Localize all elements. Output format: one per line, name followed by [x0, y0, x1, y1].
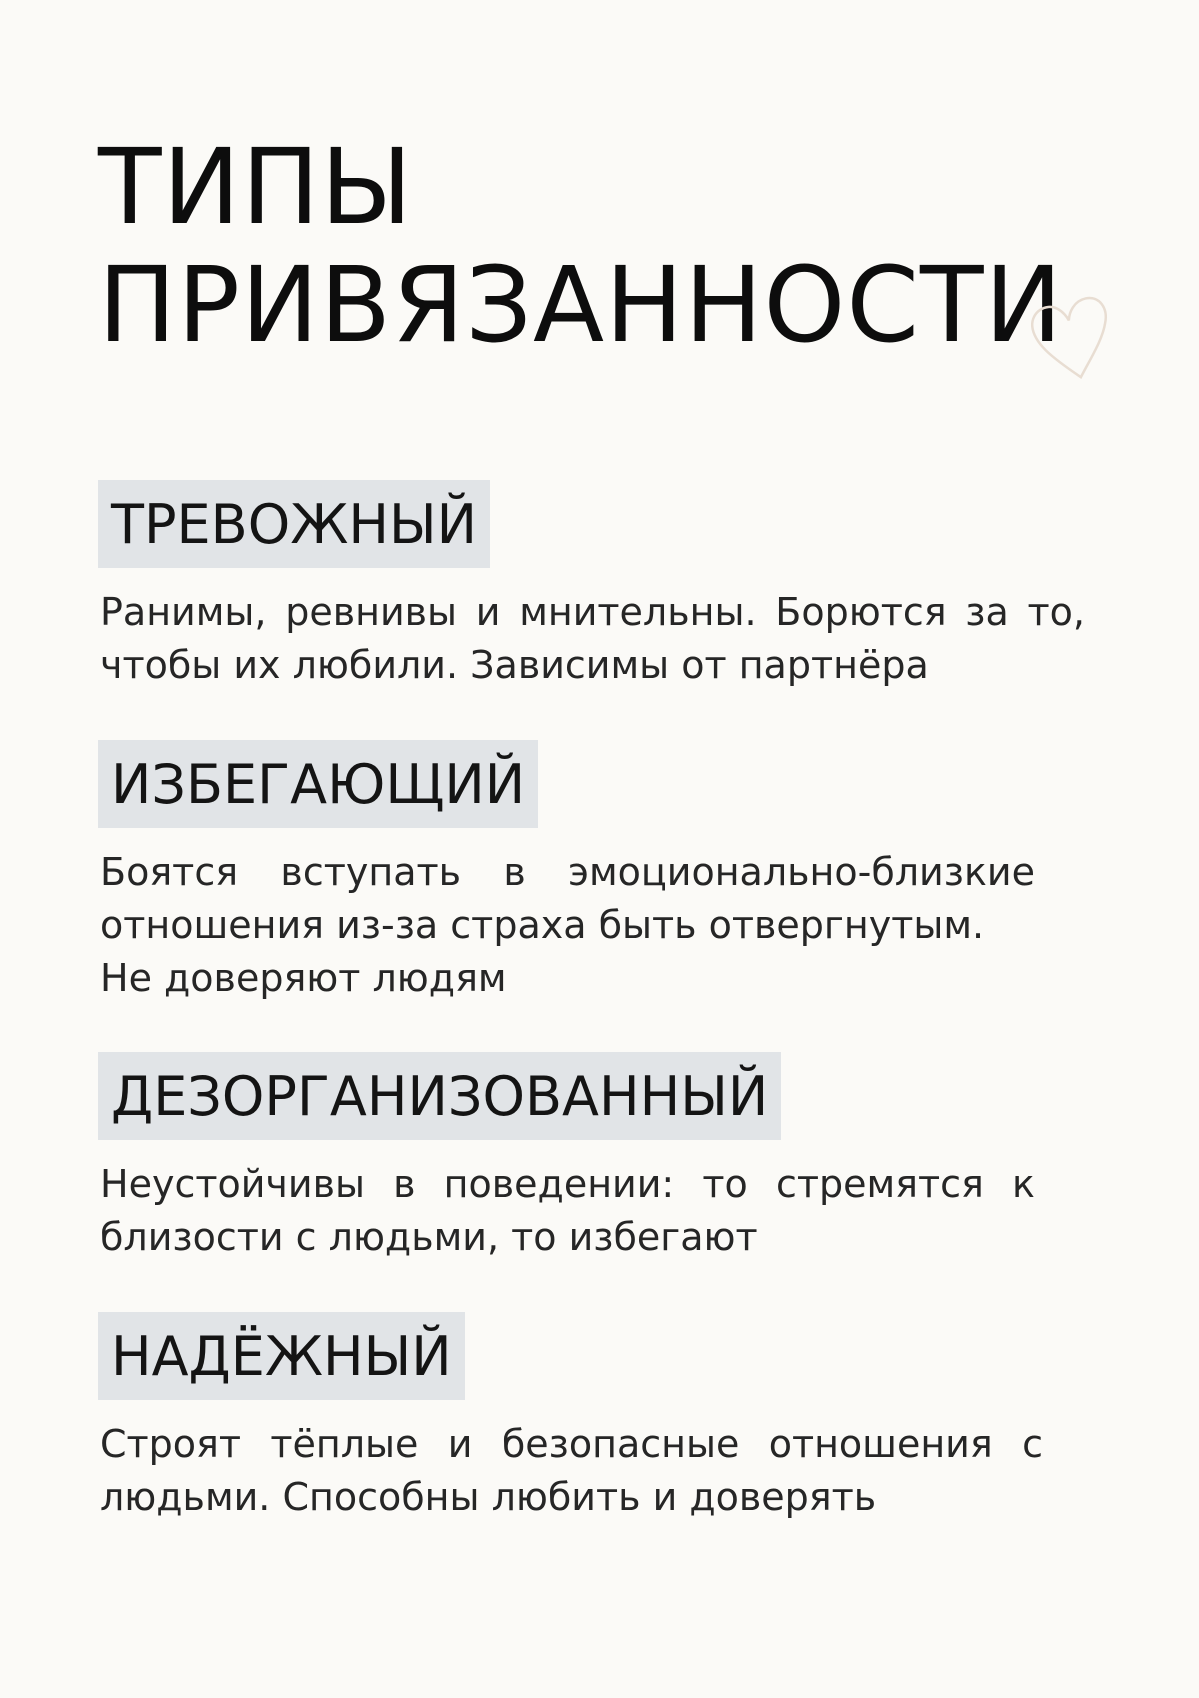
section-description [100, 846, 1035, 1005]
description-line: Неустойчивы в поведении: то стремятся к [100, 1162, 1035, 1206]
description-line: чтобы их любили. Зависимы от партнёра [100, 643, 929, 687]
title-line-1: ТИПЫ [98, 126, 414, 248]
section-description [100, 1418, 1043, 1524]
section-label: ДЕЗОРГАНИЗОВАННЫЙ [98, 1052, 781, 1140]
page-title [98, 128, 1063, 364]
description-line: Не доверяют людям [100, 956, 507, 1000]
heart-outline-icon [1028, 290, 1118, 390]
section-anxious [98, 480, 1098, 692]
section-disorganized [98, 1052, 1098, 1264]
section-label: ТРЕВОЖНЫЙ [98, 480, 490, 568]
section-secure [98, 1312, 1098, 1524]
description-line: людьми. Способны любить и доверять [100, 1475, 877, 1519]
section-description [100, 1158, 1035, 1264]
section-label: ИЗБЕГАЮЩИЙ [98, 740, 538, 828]
description-line: близости с людьми, то избегают [100, 1215, 758, 1259]
section-description [100, 586, 1085, 692]
description-line: Ранимы, ревнивы и мнительны. Борются за то, [100, 590, 1085, 634]
description-line: Боятся вступать в эмоционально-близкие [100, 850, 1035, 894]
description-line: отношения из-за страха быть отвергнутым. [100, 903, 985, 947]
title-line-2: ПРИВЯЗАННОСТИ [98, 244, 1064, 366]
description-line: Строят тёплые и безопасные отношения с [100, 1422, 1043, 1466]
section-avoidant [98, 740, 1098, 1005]
section-label: НАДЁЖНЫЙ [98, 1312, 465, 1400]
